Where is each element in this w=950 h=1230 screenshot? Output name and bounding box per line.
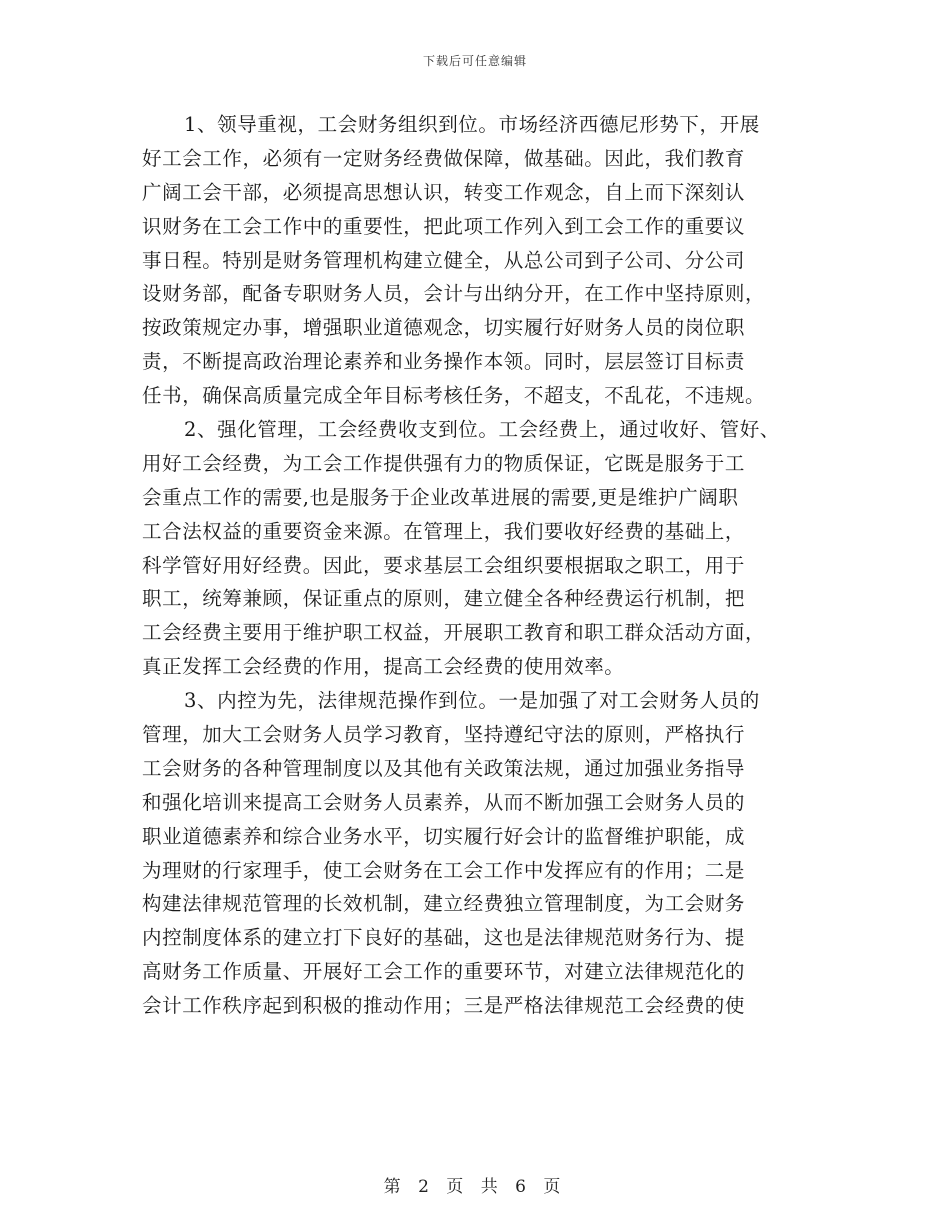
paragraph-2-line: 会重点工作的需要,也是服务于企业改革进展的需要,更是维护广阔职	[142, 485, 739, 509]
paragraph-3-line: 内控制度体系的建立打下良好的基础，这也是法律规范财务行为、提	[142, 926, 746, 950]
paragraph-3-line: 工会财务的各种管理制度以及其他有关政策法规，通过加强业务指导	[142, 756, 746, 780]
paragraph-1-line: 识财务在工会工作中的重要性，把此项工作列入到工会工作的重要议	[142, 214, 746, 238]
paragraph-3-line: 职业道德素养和综合业务水平，切实履行好会计的监督维护职能，成	[142, 824, 746, 848]
paragraph-3-line: 高财务工作质量、开展好工会工作的重要环节，对建立法律规范化的	[142, 960, 746, 984]
paragraph-3-line: 3、内控为先，法律规范操作到位。一是加强了对工会财务人员的	[184, 689, 760, 713]
paragraph-1-line: 责，不断提高政治理论素养和业务操作本领。同时，层层签订目标责	[142, 350, 746, 374]
paragraph-1-line: 设财务部，配备专职财务人员，会计与出纳分开，在工作中坚持原则，	[142, 282, 766, 306]
paragraph-3-line: 会计工作秩序起到积极的推动作用；三是严格法律规范工会经费的使	[142, 994, 746, 1018]
paragraph-2-line: 工合法权益的重要资金来源。在管理上，我们要收好经费的基础上，	[142, 519, 746, 543]
page-number-footer: 第 2 页 共 6 页	[383, 1177, 567, 1197]
paragraph-3-line: 管理，加大工会财务人员学习教育，坚持遵纪守法的原则，严格执行	[142, 723, 746, 747]
paragraph-1-line: 任书，确保高质量完成全年目标考核任务，不超支，不乱花，不违规。	[142, 384, 766, 408]
paragraph-2-line: 科学管好用好经费。因此，要求基层工会组织要根据取之职工，用于	[142, 553, 746, 577]
paragraph-2-line: 工会经费主要用于维护职工权益，开展职工教育和职工群众活动方面，	[142, 621, 766, 645]
paragraph-3-line: 和强化培训来提高工会财务人员素养，从而不断加强工会财务人员的	[142, 790, 746, 814]
paragraph-2-line: 职工，统筹兼顾，保证重点的原则，建立健全各种经费运行机制，把	[142, 587, 746, 611]
paragraph-2-line: 用好工会经费，为工会工作提供强有力的物质保证，它既是服务于工	[142, 451, 746, 475]
paragraph-1-line: 按政策规定办事，增强职业道德观念，切实履行好财务人员的岗位职	[142, 316, 746, 340]
paragraph-2-line: 2、强化管理，工会经费收支到位。工会经费上，通过收好、管好、	[184, 418, 780, 442]
page-header: 下载后可任意编辑	[422, 54, 527, 68]
paragraph-1-line: 1、领导重视，工会财务组织到位。市场经济西德尼形势下，开展	[184, 113, 760, 136]
paragraph-3-line: 构建法律规范管理的长效机制，建立经费独立管理制度，为工会财务	[142, 892, 746, 916]
paragraph-1-line: 事日程。特别是财务管理机构建立健全，从总公司到子公司、分公司	[142, 248, 746, 272]
paragraph-2-line: 真正发挥工会经费的作用，提高工会经费的使用效率。	[142, 655, 625, 679]
paragraph-3-line: 为理财的行家理手，使工会财务在工会工作中发挥应有的作用；二是	[142, 858, 746, 882]
paragraph-1-line: 广阔工会干部，必须提高思想认识，转变工作观念，自上而下深刻认	[142, 180, 746, 204]
document-body	[142, 108, 810, 1023]
paragraph-1-line: 好工会工作，必须有一定财务经费做保障，做基础。因此，我们教育	[142, 146, 746, 170]
